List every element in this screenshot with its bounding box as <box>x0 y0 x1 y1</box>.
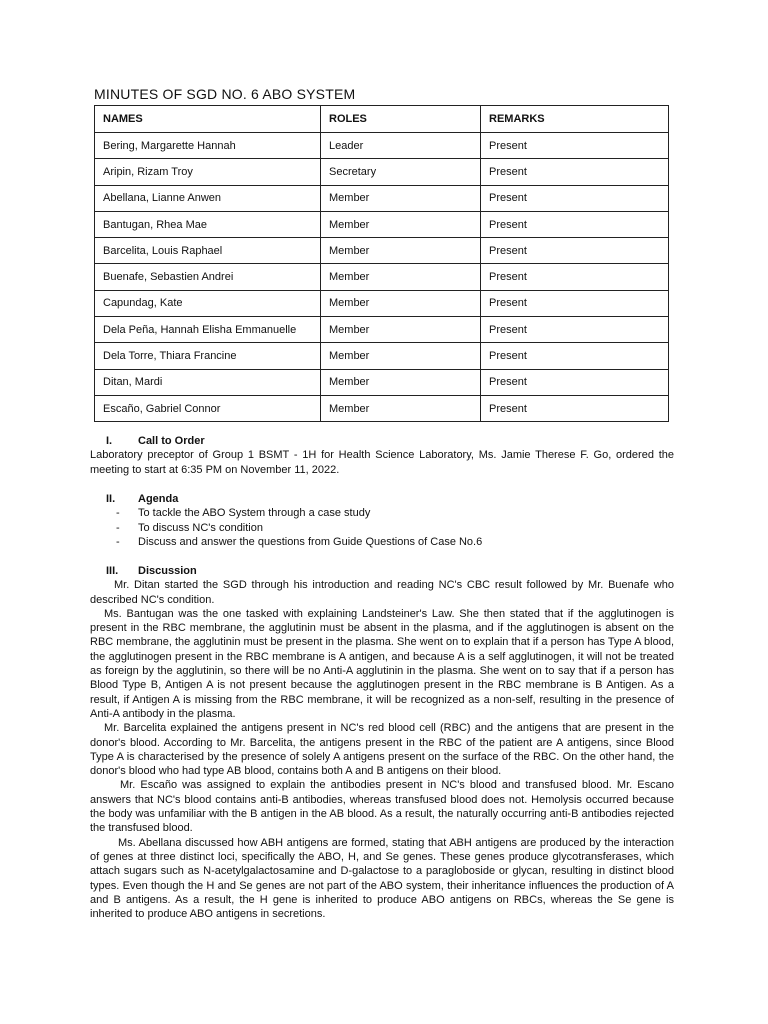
member-name-cell: Dela Torre, Thiara Francine <box>95 343 321 369</box>
member-name-cell: Abellana, Lianne Anwen <box>95 185 321 211</box>
agenda-item-text: Discuss and answer the questions from Guide Questions of Case No.6 <box>138 535 483 548</box>
section-agenda <box>90 492 674 549</box>
attendance-table-body <box>95 133 669 422</box>
table-row <box>95 185 669 211</box>
member-name-cell: Buenafe, Sebastien Andrei <box>95 264 321 290</box>
section-number: II. <box>106 493 116 505</box>
section-heading <box>106 564 674 578</box>
member-role-cell: Member <box>321 264 481 290</box>
attendance-table <box>94 105 669 422</box>
table-header-row <box>95 106 669 133</box>
agenda-item <box>116 506 674 520</box>
member-name-cell: Bering, Margarette Hannah <box>95 133 321 159</box>
column-header-names: NAMES <box>95 106 321 133</box>
member-remark-cell: Present <box>481 133 669 159</box>
member-remark-cell: Present <box>481 211 669 237</box>
member-name-cell: Ditan, Mardi <box>95 369 321 395</box>
member-remark-cell: Present <box>481 159 669 185</box>
discussion-paragraph: Mr. Escaño was assigned to explain the antibodies present in NC's blood and transfused blood. Mr. Escano answers that NC's blood contains anti-B antibodies, whereas transfused blood does not. Hemolysis occurred because the body was unfamiliar with the B antigen in the AB blood. As a result, the naturally occurring anti-B antibodies rejected the transfused blood. <box>90 779 674 835</box>
member-remark-cell: Present <box>481 290 669 316</box>
section-title: Discussion <box>138 565 197 577</box>
agenda-item-text: To tackle the ABO System through a case study <box>138 507 371 520</box>
discussion-paragraph: Mr. Barcelita explained the antigens present in NC's red blood cell (RBC) and the antigens that are present in the donor's blood. According to Mr. Barcelita, the antigens present in the RBC of the patient are A antigens, since Blood Type A is characterised by the presence of solely A antigens present on the surface of the RBC. On the other hand, the donor's blood who had type AB blood, contains both A and B antigens on their blood. <box>90 722 674 778</box>
member-role-cell: Member <box>321 343 481 369</box>
member-remark-cell: Present <box>481 264 669 290</box>
member-remark-cell: Present <box>481 369 669 395</box>
table-row <box>95 211 669 237</box>
discussion-paragraph: Ms. Bantugan was the one tasked with explaining Landsteiner's Law. She then stated that if the agglutinogen is present in the RBC membrane, the agglutinin must be absent in the plasma, and if the agglutinogen is absent on the RBC membrane, the agglutinin must be present in the plasma. She went on to explain that if a person has Type A blood, the agglutinogen present in the RBC membrane is A antigen, and because A is a self agglutinogen, it will not be treated as foreign by the agglutinin, so there will be no Anti-A agglutinin in the plasma. She went on to say that if a person has Blood Type B, Antigen A is not present because the agglutinogen present in the RBC membrane is B Antigen. As a result, if Antigen A is missing from the RBC membrane, it will be recognized as a non-self, resulting in the presence of Anti-A antibody in the plasma. <box>90 607 674 720</box>
table-row <box>95 133 669 159</box>
member-role-cell: Member <box>321 185 481 211</box>
table-row <box>95 317 669 343</box>
bullet-dash: - <box>116 535 120 548</box>
member-remark-cell: Present <box>481 185 669 211</box>
member-role-cell: Leader <box>321 133 481 159</box>
bullet-dash: - <box>116 521 120 534</box>
member-remark-cell: Present <box>481 238 669 264</box>
member-remark-cell: Present <box>481 343 669 369</box>
bullet-dash: - <box>116 507 120 520</box>
agenda-list <box>90 506 674 549</box>
section-title: Call to Order <box>138 435 205 447</box>
member-name-cell: Dela Peña, Hannah Elisha Emmanuelle <box>95 317 321 343</box>
section-heading <box>106 434 674 448</box>
table-row <box>95 369 669 395</box>
table-row <box>95 343 669 369</box>
column-header-roles: ROLES <box>321 106 481 133</box>
agenda-item <box>116 535 674 549</box>
member-name-cell: Escaño, Gabriel Connor <box>95 395 321 421</box>
member-role-cell: Member <box>321 395 481 421</box>
table-row <box>95 264 669 290</box>
section-title: Agenda <box>138 493 179 505</box>
member-role-cell: Member <box>321 317 481 343</box>
member-name-cell: Bantugan, Rhea Mae <box>95 211 321 237</box>
member-name-cell: Aripin, Rizam Troy <box>95 159 321 185</box>
member-role-cell: Member <box>321 238 481 264</box>
member-role-cell: Member <box>321 369 481 395</box>
agenda-item <box>116 521 674 535</box>
table-row <box>95 238 669 264</box>
table-row <box>95 290 669 316</box>
section-number: I. <box>106 435 113 447</box>
member-remark-cell: Present <box>481 395 669 421</box>
member-name-cell: Barcelita, Louis Raphael <box>95 238 321 264</box>
discussion-paragraph: Mr. Ditan started the SGD through his introduction and reading NC's CBC result followed by Mr. Buenafe who described NC's condition. <box>90 579 674 606</box>
column-header-remarks: REMARKS <box>481 106 669 133</box>
section-heading <box>106 492 674 506</box>
agenda-item-text: To discuss NC's condition <box>138 521 263 534</box>
section-discussion <box>90 564 674 921</box>
call-to-order-text: Laboratory preceptor of Group 1 BSMT - 1H for Health Science Laboratory, Ms. Jamie Therese F. Go, ordered the meeting to start at 6:35 PM on November 11, 2022. <box>90 449 674 476</box>
table-row <box>95 395 669 421</box>
table-row <box>95 159 669 185</box>
member-role-cell: Secretary <box>321 159 481 185</box>
discussion-paragraph: Ms. Abellana discussed how ABH antigens are formed, stating that ABH antigens are produced by the interaction of genes at three distinct loci, specifically the ABO, H, and Se genes. These genes produce glycotransferases, which attach sugars such as N-acetylgalactosamine and D-galactose to a paragloboside or glycan, resulting in distinct blood types. Even though the H and Se genes are not part of the ABO system, their inheritance influences the production of A and B antigens. As a result, the H gene is inherited to produce ABO antigens on RBCs, whereas the Se gene is inherited to produce ABO antigens in secretions. <box>90 836 674 921</box>
section-call-to-order <box>90 434 674 477</box>
member-role-cell: Member <box>321 211 481 237</box>
member-role-cell: Member <box>321 290 481 316</box>
member-remark-cell: Present <box>481 317 669 343</box>
page-title: MINUTES OF SGD NO. 6 ABO SYSTEM <box>94 86 356 102</box>
section-number: III. <box>106 565 119 577</box>
member-name-cell: Capundag, Kate <box>95 290 321 316</box>
